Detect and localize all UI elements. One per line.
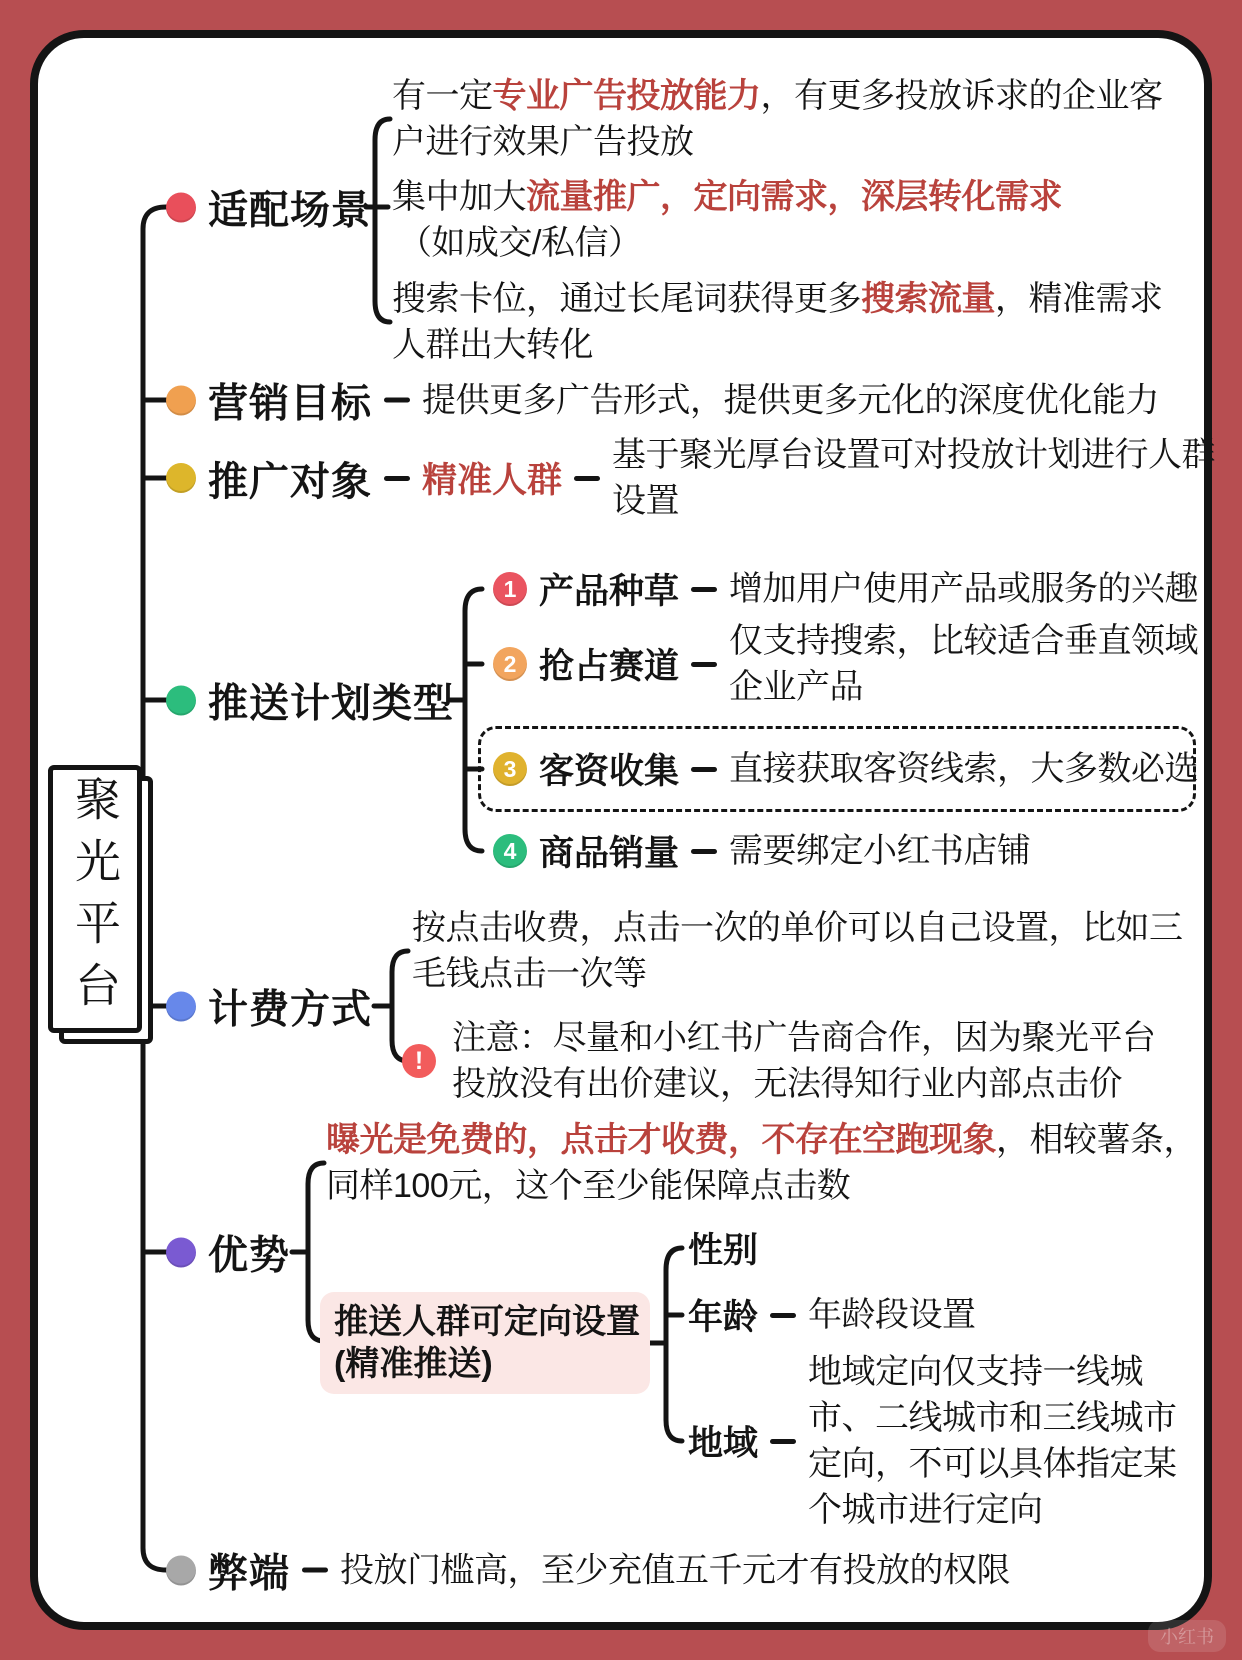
audience-gender-label: 性别 [688, 1231, 759, 1270]
branch-goal [166, 372, 1159, 429]
audience-box-line-1: 推送人群可定向设置 [334, 1303, 640, 1341]
plan-number-1-icon: 1 [493, 572, 527, 606]
connector-dash [691, 662, 717, 667]
connector-dash [574, 476, 600, 481]
audience-region-line-3: 定向，不可以具体指定某 [808, 1445, 1177, 1483]
branch-dot-plans [166, 685, 196, 715]
branch-cons [166, 1542, 1010, 1599]
audience-box-line-2: (精准推送) [334, 1345, 493, 1383]
plan-item-1-desc: 增加用户使用产品或服务的兴趣 [729, 570, 1199, 608]
branch-label-cons: 弊端 [208, 1551, 290, 1596]
audience-targeting-box [320, 1292, 650, 1394]
connector-dash [770, 1313, 796, 1318]
connector-dash [770, 1439, 796, 1444]
plan-item-1 [493, 564, 1198, 614]
branch-dot-billing [166, 991, 196, 1021]
branch-pros [166, 1224, 290, 1281]
adapt-child-1 [392, 73, 1163, 165]
connector-dash [384, 398, 410, 403]
adapt-child-2 [392, 174, 1062, 266]
connector-dash [302, 1568, 328, 1573]
plan-number-4-icon: 4 [493, 834, 527, 868]
root-node-label: 聚光平台 [69, 775, 121, 1023]
branch-dot-cons [166, 1555, 196, 1585]
branch-adapt [166, 179, 372, 236]
connector-dash [384, 476, 410, 481]
cons-desc: 投放门槛高，至少充值五千元才有投放的权限 [340, 1551, 1010, 1589]
target-desc-line-1: 基于聚光厚台设置可对投放计划进行人群 [612, 436, 1216, 474]
billing-desc-line-2: 毛钱点击一次等 [412, 955, 647, 993]
billing-desc [412, 905, 1183, 997]
audience-region-line-1: 地域定向仅支持一线城 [808, 1353, 1144, 1391]
branch-label-billing: 计费方式 [208, 987, 372, 1032]
plan-item-4-name: 商品销量 [539, 834, 680, 873]
plan-item-2-desc [729, 618, 1198, 710]
audience-region-label: 地域 [688, 1424, 759, 1463]
audience-region-line-4: 个城市进行定向 [808, 1491, 1043, 1529]
branch-label-target: 推广对象 [208, 459, 372, 504]
branch-label-goal: 营销目标 [208, 381, 372, 426]
branch-dot-adapt [166, 192, 196, 222]
billing-note-line-1: 注意：尽量和小红书广告商合作，因为聚光平台 [452, 1019, 1156, 1057]
branch-dot-pros [166, 1237, 196, 1267]
connector-dash [691, 849, 717, 854]
highlight-red-text: 搜索流量 [861, 280, 995, 318]
highlight-red-text: 流量推广，定向需求，深层转化需求 [526, 178, 1062, 216]
plan-item-1-name: 产品种草 [539, 572, 680, 611]
audience-gender [688, 1223, 758, 1273]
goal-desc: 提供更多广告形式，提供更多元化的深度优化能力 [422, 381, 1159, 419]
billing-note-text [452, 1015, 1156, 1107]
branch-plans [166, 672, 454, 729]
plan-item-2-name: 抢占赛道 [539, 647, 680, 686]
adapt-child-3-line-1: 搜索卡位，通过长尾词获得更多搜索流量，精准需求 [392, 280, 1163, 318]
audience-region-desc [808, 1349, 1177, 1533]
audience-age-desc: 年龄段设置 [808, 1296, 976, 1334]
plan-item-4 [493, 826, 1031, 876]
plan-item-4-desc: 需要绑定小红书店铺 [729, 832, 1031, 870]
plan-item-3-name: 客资收集 [539, 752, 680, 791]
adapt-child-1-line-2: 户进行效果广告投放 [392, 123, 694, 161]
audience-age [688, 1290, 976, 1340]
target-desc [612, 432, 1215, 524]
billing-note-line-2: 投放没有出价建议，无法得知行业内部点击价 [452, 1065, 1122, 1103]
plan-number-3-icon: 3 [493, 752, 527, 786]
billing-note [402, 1015, 1156, 1107]
adapt-child-2-line-1: 集中加大流量推广，定向需求，深层转化需求 [392, 178, 1062, 216]
xiaohongshu-watermark: 小红书 [1148, 1620, 1226, 1652]
audience-region [688, 1349, 1177, 1533]
audience-age-label: 年龄 [688, 1298, 759, 1337]
pros-free-line-2: 同样100元，这个至少能保障点击数 [326, 1167, 851, 1205]
pros-free-line-1: 曝光是免费的，点击才收费，不存在空跑现象，相较薯条， [326, 1121, 1197, 1159]
adapt-child-1-line-1: 有一定专业广告投放能力，有更多投放诉求的企业客 [392, 77, 1163, 115]
highlight-red-text: 曝光是免费的，点击才收费，不存在空跑现象 [326, 1121, 996, 1159]
branch-target [166, 432, 1215, 524]
plan-item-2-desc-line-1: 仅支持搜索，比较适合垂直领域 [729, 622, 1199, 660]
adapt-child-3-line-2: 人群出大转化 [392, 326, 593, 364]
pros-free-desc [326, 1117, 1197, 1209]
plan-number-2-icon: 2 [493, 647, 527, 681]
billing-desc-line-1: 按点击收费，点击一次的单价可以自己设置，比如三 [412, 909, 1183, 947]
highlight-red-text: 专业广告投放能力 [492, 77, 761, 115]
branch-dot-goal [166, 385, 196, 415]
connector-dash [691, 587, 717, 592]
connector-dash [691, 767, 717, 772]
adapt-child-3 [392, 276, 1163, 368]
plan-item-3-desc: 直接获取客资线索，大多数必选 [729, 750, 1199, 788]
branch-label-plans: 推送计划类型 [208, 681, 454, 726]
branch-billing [166, 978, 372, 1035]
branch-label-pros: 优势 [208, 1233, 290, 1278]
plan-item-3 [493, 744, 1198, 794]
target-tag: 精准人群 [422, 461, 563, 500]
root-node [48, 765, 142, 1033]
plan-item-2-desc-line-2: 企业产品 [729, 668, 864, 706]
adapt-child-2-line-2: （如成交/私信） [398, 224, 642, 262]
audience-region-line-2: 市、二线城市和三线城市 [808, 1399, 1177, 1437]
plan-item-2 [493, 618, 1198, 710]
branch-label-adapt: 适配场景 [208, 188, 372, 233]
branch-dot-target [166, 463, 196, 493]
target-desc-line-2: 设置 [612, 482, 680, 520]
warning-icon: ! [402, 1044, 436, 1078]
